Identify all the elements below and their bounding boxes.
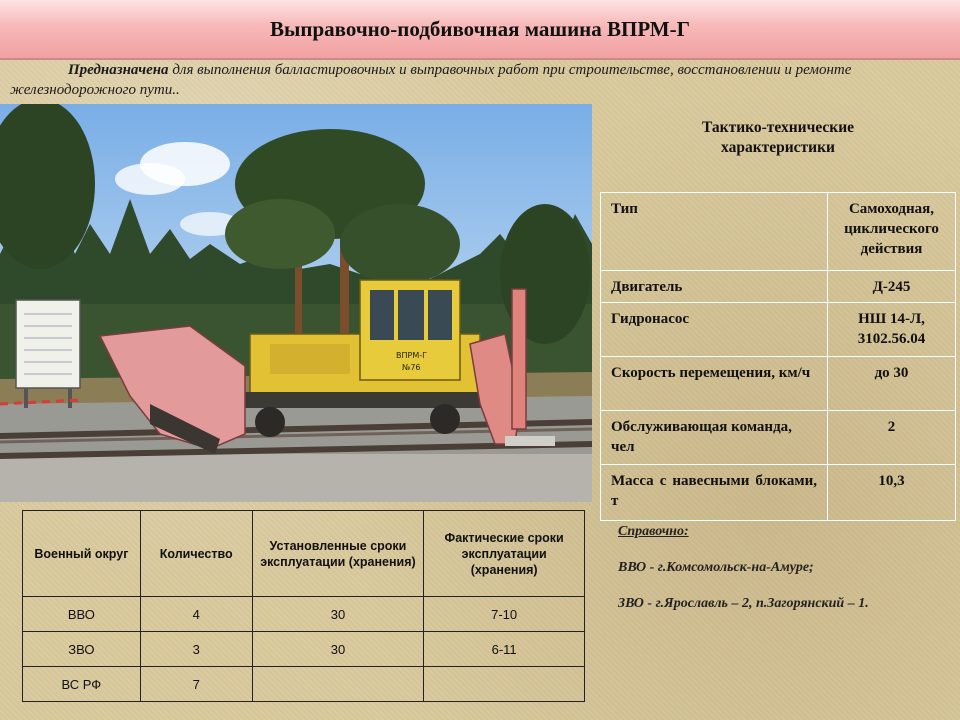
spec-value: НШ 14-Л, 3102.56.04 [828, 303, 956, 357]
specs-table [600, 192, 956, 521]
reference-title: Справочно: [618, 524, 689, 539]
spec-label: Масса с навесными блоками, т [601, 465, 828, 521]
cab-label: ВПРМ-Г [396, 351, 427, 360]
specs-heading [600, 118, 956, 158]
table-cell: 30 [252, 597, 424, 632]
table-row [601, 411, 956, 465]
table-row [601, 271, 956, 303]
spec-value: Самоходная, циклического действия [828, 193, 956, 271]
cloud-icon [115, 163, 185, 195]
page-title: Выправочно-подбивочная машина ВПРМ-Г [270, 16, 690, 41]
reference-note [618, 524, 948, 632]
table-cell: ЗВО [23, 632, 141, 667]
specs-heading-line2: характеристики [721, 139, 835, 156]
table-cell [424, 667, 585, 702]
spec-label: Гидронасос [601, 303, 828, 357]
intro-lead: Предназначена [68, 62, 169, 78]
column-header: Количество [140, 511, 252, 597]
spec-label: Двигатель [601, 271, 828, 303]
spec-value: 2 [828, 411, 956, 465]
table-row [23, 597, 585, 632]
table-row [23, 667, 585, 702]
table-cell: 3 [140, 632, 252, 667]
spec-value: Д-245 [828, 271, 956, 303]
specs-heading-line1: Тактико-технические [701, 119, 855, 136]
spec-value: до 30 [828, 357, 956, 411]
wheel-icon [255, 407, 285, 437]
table-row [601, 465, 956, 521]
table-row [23, 632, 585, 667]
spec-label: Тип [601, 193, 828, 271]
table-cell: 30 [252, 632, 424, 667]
table-cell: ВС РФ [23, 667, 141, 702]
machine-photo [0, 104, 592, 502]
district-table [22, 510, 585, 702]
table-row [601, 303, 956, 357]
spec-label: Скорость перемещения, км/ч [601, 357, 828, 411]
column-header: Военный округ [23, 511, 141, 597]
reference-line: ВВО - г.Комсомольск-на-Амуре; [618, 560, 814, 575]
column-header: Фактические сроки эксплуатации (хранения) [424, 511, 585, 597]
title-bar [0, 0, 960, 60]
reference-line: ЗВО - г.Ярославль – 2, п.Загорянский – 1. [618, 596, 869, 611]
table-row [601, 357, 956, 411]
table-header-row [23, 511, 585, 597]
table-cell: 7-10 [424, 597, 585, 632]
cab-number: №76 [402, 363, 421, 372]
table-cell: ВВО [23, 597, 141, 632]
table-cell: 4 [140, 597, 252, 632]
info-board-icon [16, 300, 80, 388]
column-header: Установленные сроки эксплуатации (хранения) [252, 511, 424, 597]
tree-crown-icon [340, 204, 460, 284]
machine-photo-illustration [0, 104, 592, 502]
spec-value: 10,3 [828, 465, 956, 521]
intro-text: для выполнения балластировочных и выправочных работ при строительстве, восстановлении и ремонте железнодорожного пути.. [10, 62, 852, 98]
table-cell: 6-11 [424, 632, 585, 667]
intro-paragraph [10, 60, 950, 100]
tree-crown-icon [225, 199, 335, 269]
wheel-icon [430, 404, 460, 434]
spec-label: Обслуживающая команда, чел [601, 411, 828, 465]
table-row [601, 193, 956, 271]
table-cell [252, 667, 424, 702]
table-cell: 7 [140, 667, 252, 702]
